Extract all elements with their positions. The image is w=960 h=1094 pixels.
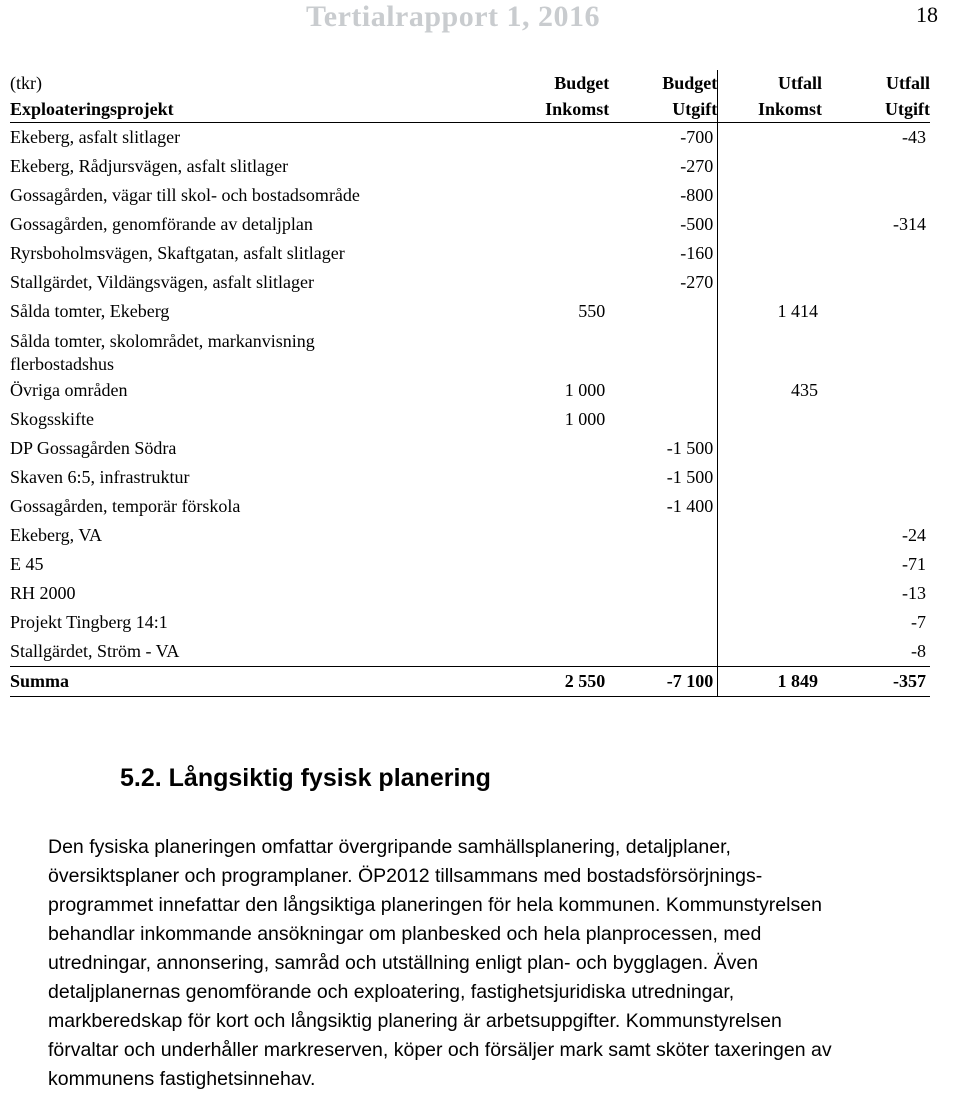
project-name: DP Gossagården Södra [10,438,177,458]
budget-inkomst-cell [465,326,609,376]
table-row [10,210,930,239]
col-budget-utgift-line1: Budget [609,70,718,96]
body-line: utredningar, annonsering, samråd och utställning enligt plan- och bygglagen. Även [48,952,759,974]
budget-utgift-cell: -1 400 [609,492,718,521]
body-line: översiktsplaner och programplaner. ÖP2012 tillsammans med bostadsförsörjnings- [48,865,763,887]
table-row [10,123,930,153]
table-header-row-1 [10,70,930,96]
table-row [10,434,930,463]
budget-inkomst-cell [465,210,609,239]
budget-utgift-cell: -800 [609,181,718,210]
total-row [10,667,930,697]
budget-utgift-cell: -1 500 [609,434,718,463]
section-body [48,833,960,1094]
table-row [10,181,930,210]
utfall-utgift-cell [822,492,930,521]
table-row [10,550,930,579]
utfall-utgift-cell: -13 [902,583,926,603]
utfall-inkomst-cell [718,521,822,550]
project-name: Ekeberg, VA [10,525,102,545]
budget-utgift-cell: -500 [609,210,718,239]
project-name: Stallgärdet, Ström - VA [10,641,180,661]
table-row [10,405,930,434]
utfall-inkomst-cell [718,579,822,608]
utfall-utgift-cell [822,405,930,434]
report-title: Tertialrapport 1, 2016 [306,0,601,33]
table-row [10,297,930,326]
utfall-utgift-cell [822,152,930,181]
col-utfall-utgift-line1: Utfall [886,73,930,93]
total-label: Summa [10,667,465,697]
budget-utgift-cell: -270 [609,268,718,297]
table-header-row-2 [10,96,930,123]
budget-inkomst-cell [465,239,609,268]
utfall-inkomst-cell [718,434,822,463]
project-name-line1: Sålda tomter, skolområdet, markanvisning [10,331,315,351]
utfall-inkomst-cell [718,239,822,268]
unit-label: (tkr) [10,73,42,93]
budget-inkomst-cell [465,463,609,492]
section-heading: 5.2. Långsiktig fysisk planering [120,764,491,792]
body-line: detaljplanernas genomförande och exploatering, fastighetsjuridiska utredningar, [48,981,735,1003]
utfall-inkomst-cell [718,492,822,521]
utfall-utgift-cell [822,297,930,326]
budget-utgift-cell [609,405,718,434]
budget-utgift-cell [609,579,718,608]
project-name: Sålda tomter, Ekeberg [10,301,170,321]
utfall-utgift-cell: -7 [911,612,926,632]
body-line: Den fysiska planeringen omfattar övergripande samhällsplanering, detaljplaner, [48,836,731,858]
utfall-utgift-cell [822,268,930,297]
budget-inkomst-cell [465,521,609,550]
body-line: programmet innefattar den långsiktiga planeringen för hela kommunen. Kommunstyrelsen [48,894,822,916]
project-name: Ryrsboholmsvägen, Skaftgatan, asfalt slitlager [10,243,345,263]
utfall-utgift-cell: -43 [902,127,926,147]
utfall-utgift-cell [822,239,930,268]
col-budget-inkomst-line2: Inkomst [465,96,609,123]
project-name: Övriga områden [10,380,128,400]
budget-inkomst-cell [465,152,609,181]
project-name [10,326,465,376]
total-utfall-inkomst: 1 849 [718,667,822,697]
body-line: kommunens fastighetsinnehav. [48,1068,316,1090]
utfall-inkomst-cell [718,152,822,181]
table-row [10,492,930,521]
budget-inkomst-cell [465,492,609,521]
budget-utgift-cell: -1 500 [609,463,718,492]
utfall-inkomst-cell [718,463,822,492]
table-row [10,608,930,637]
project-name: E 45 [10,554,44,574]
table-row [10,637,930,667]
budget-utgift-cell [609,637,718,667]
project-name: Gossagården, temporär förskola [10,496,241,516]
col-utfall-utgift-line2: Utgift [822,96,930,123]
utfall-utgift-cell [822,376,930,405]
utfall-inkomst-cell: 435 [790,380,818,400]
utfall-inkomst-cell [718,268,822,297]
table-row [10,376,930,405]
project-name: Skaven 6:5, infrastruktur [10,467,190,487]
budget-utgift-cell [609,550,718,579]
body-line: förvaltar och underhåller markreserven, köper och försäljer mark samt sköter taxeringen av [48,1039,832,1061]
utfall-utgift-cell [822,463,930,492]
budget-inkomst-cell [465,434,609,463]
project-name: Ekeberg, asfalt slitlager [10,127,181,147]
utfall-inkomst-cell [718,608,822,637]
exploitation-budget-table [10,70,930,697]
project-column-label: Exploateringsprojekt [10,96,465,123]
utfall-inkomst-cell [718,326,822,376]
budget-utgift-cell: -160 [609,239,718,268]
budget-inkomst-cell [465,579,609,608]
table-row [10,268,930,297]
table-row [10,152,930,181]
project-name: Skogsskifte [10,409,95,429]
total-budget-inkomst: 2 550 [465,667,609,697]
budget-inkomst-cell [465,268,609,297]
utfall-inkomst-cell [718,181,822,210]
budget-inkomst-cell: 550 [578,301,606,321]
page-number: 18 [916,2,938,27]
total-utfall-utgift: -357 [822,667,930,697]
utfall-inkomst-cell [718,637,822,667]
project-name: Ekeberg, Rådjursvägen, asfalt slitlager [10,156,289,176]
budget-utgift-cell [609,608,718,637]
project-name-line2: flerbostadshus [10,354,114,374]
body-line: markberedskap för kort och långsiktig planering är arbetsuppgifter. Kommunstyrelsen [48,1010,782,1032]
budget-inkomst-cell [465,181,609,210]
budget-utgift-cell [609,521,718,550]
project-name: RH 2000 [10,583,76,603]
col-utfall-inkomst-line2: Inkomst [718,96,822,123]
project-name: Stallgärdet, Vildängsvägen, asfalt slitlager [10,272,315,292]
utfall-inkomst-cell: 1 414 [777,301,818,321]
total-budget-utgift: -7 100 [609,667,718,697]
budget-inkomst-cell: 1 000 [564,409,606,429]
utfall-inkomst-cell [718,405,822,434]
body-line: behandlar inkommande ansökningar om planbesked och hela planprocessen, med [48,923,762,945]
utfall-inkomst-cell [718,550,822,579]
col-budget-inkomst-line1: Budget [554,73,610,93]
col-utfall-inkomst-line1: Utfall [777,73,822,93]
budget-inkomst-cell [465,123,609,153]
utfall-utgift-cell: -24 [902,525,926,545]
budget-utgift-cell: -270 [609,152,718,181]
utfall-inkomst-cell [718,210,822,239]
utfall-utgift-cell: -71 [902,554,926,574]
utfall-utgift-cell [822,326,930,376]
utfall-inkomst-cell [718,123,822,153]
utfall-utgift-cell [822,181,930,210]
budget-utgift-cell [609,326,718,376]
project-name: Projekt Tingberg 14:1 [10,612,168,632]
budget-inkomst-cell [465,637,609,667]
budget-utgift-cell: -700 [609,123,718,153]
budget-utgift-cell [609,376,718,405]
budget-utgift-cell [609,297,718,326]
utfall-utgift-cell: -314 [893,214,926,234]
budget-inkomst-cell [465,608,609,637]
table-row [10,463,930,492]
project-name: Gossagården, vägar till skol- och bostadsområde [10,185,360,205]
utfall-utgift-cell: -8 [911,641,926,661]
col-budget-utgift-line2: Utgift [609,96,718,123]
table-row [10,521,930,550]
budget-inkomst-cell: 1 000 [564,380,606,400]
table-row [10,239,930,268]
utfall-utgift-cell [822,434,930,463]
table-row [10,579,930,608]
budget-inkomst-cell [465,550,609,579]
project-name: Gossagården, genomförande av detaljplan [10,214,313,234]
table-row [10,326,930,376]
